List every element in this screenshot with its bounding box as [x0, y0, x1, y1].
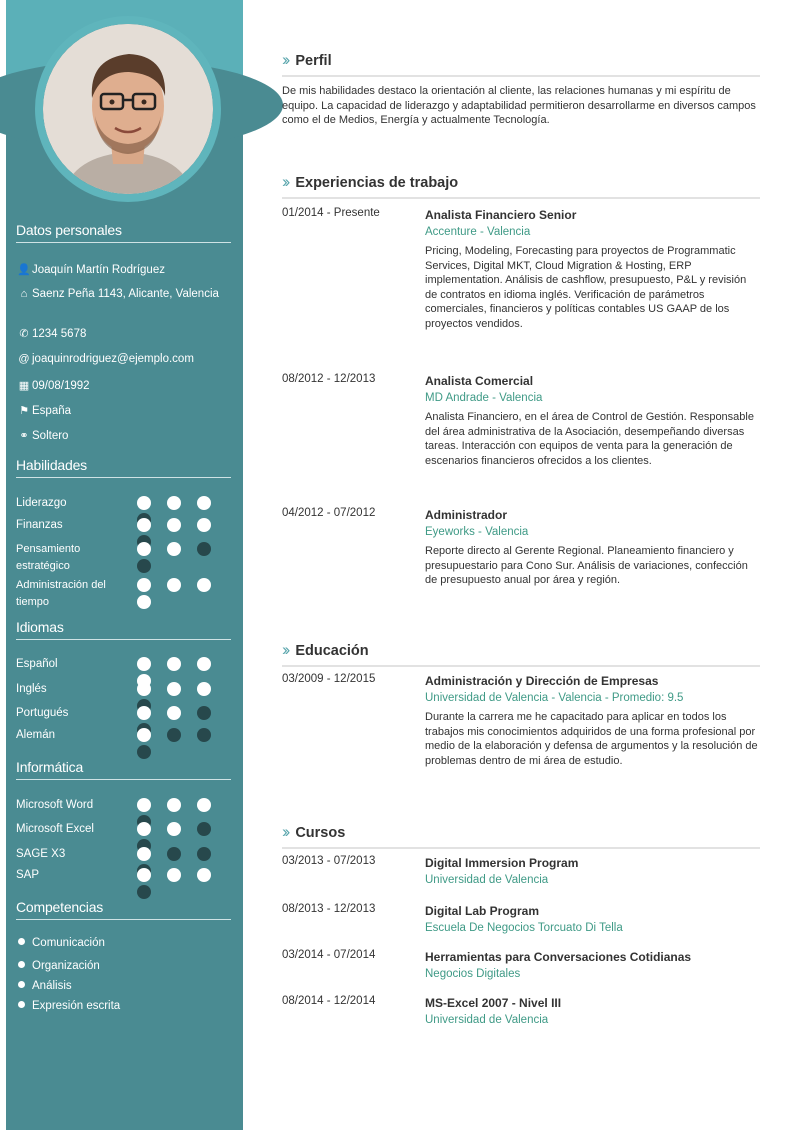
rating-dot-filled — [137, 847, 151, 861]
rating-dot-filled — [197, 657, 211, 671]
entry-date: 03/2009 - 12/2015 — [282, 673, 376, 685]
rating-dot-empty — [197, 822, 211, 836]
entry-date: 04/2012 - 07/2012 — [282, 507, 376, 519]
rating-dot-filled — [197, 798, 211, 812]
rating-dot-filled — [167, 657, 181, 671]
rating-dots — [137, 728, 241, 744]
entry-date: 08/2014 - 12/2014 — [282, 995, 376, 1007]
rating-dot-filled — [197, 682, 211, 696]
personal-item-birthdate: ▦ 09/08/1992 — [16, 378, 236, 394]
experience-section-header: ›› Experiencias de trabajo — [282, 172, 760, 199]
bullet-icon — [18, 981, 25, 988]
profile-section-header: ›› Perfil — [282, 50, 760, 77]
courses-section-header: ›› Cursos — [282, 822, 760, 849]
couple-icon: ⚭ — [19, 430, 29, 442]
competency-item: Comunicación — [18, 937, 105, 949]
rating-dot-filled — [167, 868, 181, 882]
rating-dot-filled — [167, 682, 181, 696]
rating-dot-filled — [197, 518, 211, 532]
entry-role: Analista Financiero Senior — [425, 208, 577, 222]
rating-dot-filled — [137, 822, 151, 836]
entry-organization: Eyeworks - Valencia — [425, 526, 529, 538]
personal-item-name: 👤Joaquín Martín Rodríguez — [17, 264, 165, 276]
profile-photo — [43, 24, 213, 194]
entry-organization: Escuela De Negocios Torcuato Di Tella — [425, 922, 623, 934]
skill-row: Español — [16, 656, 241, 676]
skill-row: SAGE X3 — [16, 846, 241, 866]
rating-dot-filled — [137, 706, 151, 720]
skill-row: Inglés — [16, 681, 241, 701]
rating-dot-filled — [137, 868, 151, 882]
rating-dot-filled — [137, 657, 151, 671]
rating-dots — [137, 518, 241, 534]
entry-organization: Universidad de Valencia — [425, 874, 549, 886]
rating-dot-filled — [137, 682, 151, 696]
competency-item: Análisis — [18, 980, 72, 992]
entry-description: Analista Financiero, en el área de Control de Gestión. Responsable del área administrativa de la Asociación, desempeñando diversas tareas. Interacción con equipos de venta para la generación de escenarios financieros ofrecidos a los clientes. — [425, 411, 754, 467]
entry-role: Herramientas para Conversaciones Cotidianas — [425, 950, 692, 964]
rating-dot-filled — [167, 578, 181, 592]
competency-item: Expresión escrita — [18, 1000, 120, 1012]
education-section-header: ›› Educación — [282, 640, 760, 667]
entry-role: Digital Immersion Program — [425, 856, 579, 870]
entry-organization: MD Andrade - Valencia — [425, 392, 543, 404]
entry-role: Analista Comercial — [425, 374, 534, 388]
bullet-icon — [18, 1001, 25, 1008]
entry-organization: Universidad de Valencia - Valencia - Promedio: 9.5 — [425, 692, 684, 704]
personal-item-address: ⌂ Saenz Peña 1143, Alicante, Valencia — [16, 286, 236, 302]
entry-date: 08/2012 - 12/2013 — [282, 373, 376, 385]
rating-dot-filled — [167, 542, 181, 556]
skill-row: Microsoft Excel — [16, 821, 241, 841]
profile-text: De mis habilidades destaco la orientación al cliente, las relaciones humanas y mi espíritu de equipo. La capacidad de liderazgo y adaptabilidad permitieron desarrollarme en diversos campos como el de Medios, Energía y actualmente Tecnología. — [282, 85, 756, 126]
chevron-right-icon: ›› — [282, 822, 288, 841]
rating-dot-filled — [137, 542, 151, 556]
rating-dots — [137, 798, 241, 814]
rating-dot-empty — [167, 728, 181, 742]
rating-dot-filled — [137, 578, 151, 592]
rating-dot-filled — [137, 518, 151, 532]
rating-dots — [137, 822, 241, 838]
portrait-image — [43, 24, 213, 194]
skills-title: Habilidades — [16, 457, 231, 478]
personal-item-country: ⚑ España — [16, 403, 236, 419]
rating-dot-filled — [167, 822, 181, 836]
entry-role: Digital Lab Program — [425, 904, 540, 918]
rating-dot-filled — [197, 496, 211, 510]
rating-dot-empty — [137, 559, 151, 573]
entry-description: Durante la carrera me he capacitado para aplicar en todos los trabajos mis conocimientos adquiridos de una forma profesional por medio de la elaboración y defensa de argumentos y la resolución de problemas dentro de mi área de estudio. — [425, 711, 758, 767]
rating-dot-filled — [137, 595, 151, 609]
skill-row: Alemán — [16, 727, 241, 747]
at-icon: @ — [18, 353, 30, 365]
personal-item-marital-status: ⚭ Soltero — [16, 428, 236, 444]
informatics-title: Informática — [16, 759, 231, 780]
rating-dot-filled — [167, 798, 181, 812]
rating-dot-empty — [137, 745, 151, 759]
entry-organization: Negocios Digitales — [425, 968, 521, 980]
competency-item: Organización — [18, 960, 100, 972]
rating-dots — [137, 682, 241, 698]
phone-icon: ✆ — [19, 328, 29, 340]
rating-dot-filled — [197, 868, 211, 882]
rating-dot-filled — [167, 518, 181, 532]
entry-date: 08/2013 - 12/2013 — [282, 903, 376, 915]
rating-dots — [137, 847, 241, 863]
personal-item-phone: ✆ 1234 5678 — [16, 326, 236, 342]
skill-row: Liderazgo — [16, 495, 241, 515]
skill-row: Administración del tiempo — [16, 577, 241, 597]
home-icon: ⌂ — [20, 288, 28, 300]
skill-row: Pensamiento estratégico — [16, 541, 241, 561]
rating-dot-filled — [137, 496, 151, 510]
entry-date: 03/2014 - 07/2014 — [282, 949, 376, 961]
personal-data-title: Datos personales — [16, 222, 231, 243]
entry-date: 03/2013 - 07/2013 — [282, 855, 376, 867]
skill-row: SAP — [16, 867, 241, 887]
flag-icon: ⚑ — [19, 405, 29, 417]
competencies-title: Competencias — [16, 899, 231, 920]
rating-dots — [137, 578, 241, 594]
bullet-icon — [18, 938, 25, 945]
rating-dot-empty — [197, 542, 211, 556]
entry-role: Administrador — [425, 508, 508, 522]
chevron-right-icon: ›› — [282, 50, 288, 69]
entry-description: Reporte directo al Gerente Regional. Planeamiento financiero y presupuestario para Cono Sur. Análisis de variaciones, confección de presupuesto anual por área y región. — [425, 545, 748, 586]
languages-title: Idiomas — [16, 619, 231, 640]
entry-date: 01/2014 - Presente — [282, 207, 380, 219]
skill-row: Microsoft Word — [16, 797, 241, 817]
rating-dot-filled — [137, 728, 151, 742]
rating-dots — [137, 496, 241, 512]
rating-dot-filled — [167, 706, 181, 720]
entry-description: Pricing, Modeling, Forecasting para proyectos de Programmatic Services, Digital MKT, Cloud Migration & Hosting, ERP implementation. Análisis de cashflow, presupuesto, P&L y revisión de contratos en idioma inglés. Verificación de parámetros comerciales, financieros y políticas contables US GAAP de los proyectos vendidos. — [425, 245, 747, 330]
rating-dot-filled — [137, 798, 151, 812]
chevron-right-icon: ›› — [282, 640, 288, 659]
entry-organization: Accenture - Valencia — [425, 226, 531, 238]
entry-role: MS-Excel 2007 - Nivel III — [425, 996, 562, 1010]
bullet-icon — [18, 961, 25, 968]
calendar-icon: ▦ — [18, 380, 30, 392]
entry-organization: Universidad de Valencia — [425, 1014, 549, 1026]
rating-dot-empty — [137, 885, 151, 899]
person-icon: 👤 — [17, 264, 31, 276]
rating-dots — [137, 657, 241, 673]
entry-role: Administración y Dirección de Empresas — [425, 674, 659, 688]
chevron-right-icon: ›› — [282, 172, 288, 191]
rating-dot-filled — [167, 496, 181, 510]
rating-dot-empty — [197, 847, 211, 861]
rating-dots — [137, 706, 241, 722]
personal-item-email: @ joaquinrodriguez@ejemplo.com — [16, 351, 236, 367]
rating-dot-empty — [167, 847, 181, 861]
sidebar — [6, 0, 243, 1130]
skill-row: Finanzas — [16, 517, 241, 537]
rating-dot-empty — [197, 706, 211, 720]
skill-row: Portugués — [16, 705, 241, 725]
profile-photo-frame — [35, 16, 221, 202]
rating-dots — [137, 868, 241, 884]
rating-dot-empty — [197, 728, 211, 742]
rating-dots — [137, 542, 241, 558]
rating-dot-filled — [197, 578, 211, 592]
